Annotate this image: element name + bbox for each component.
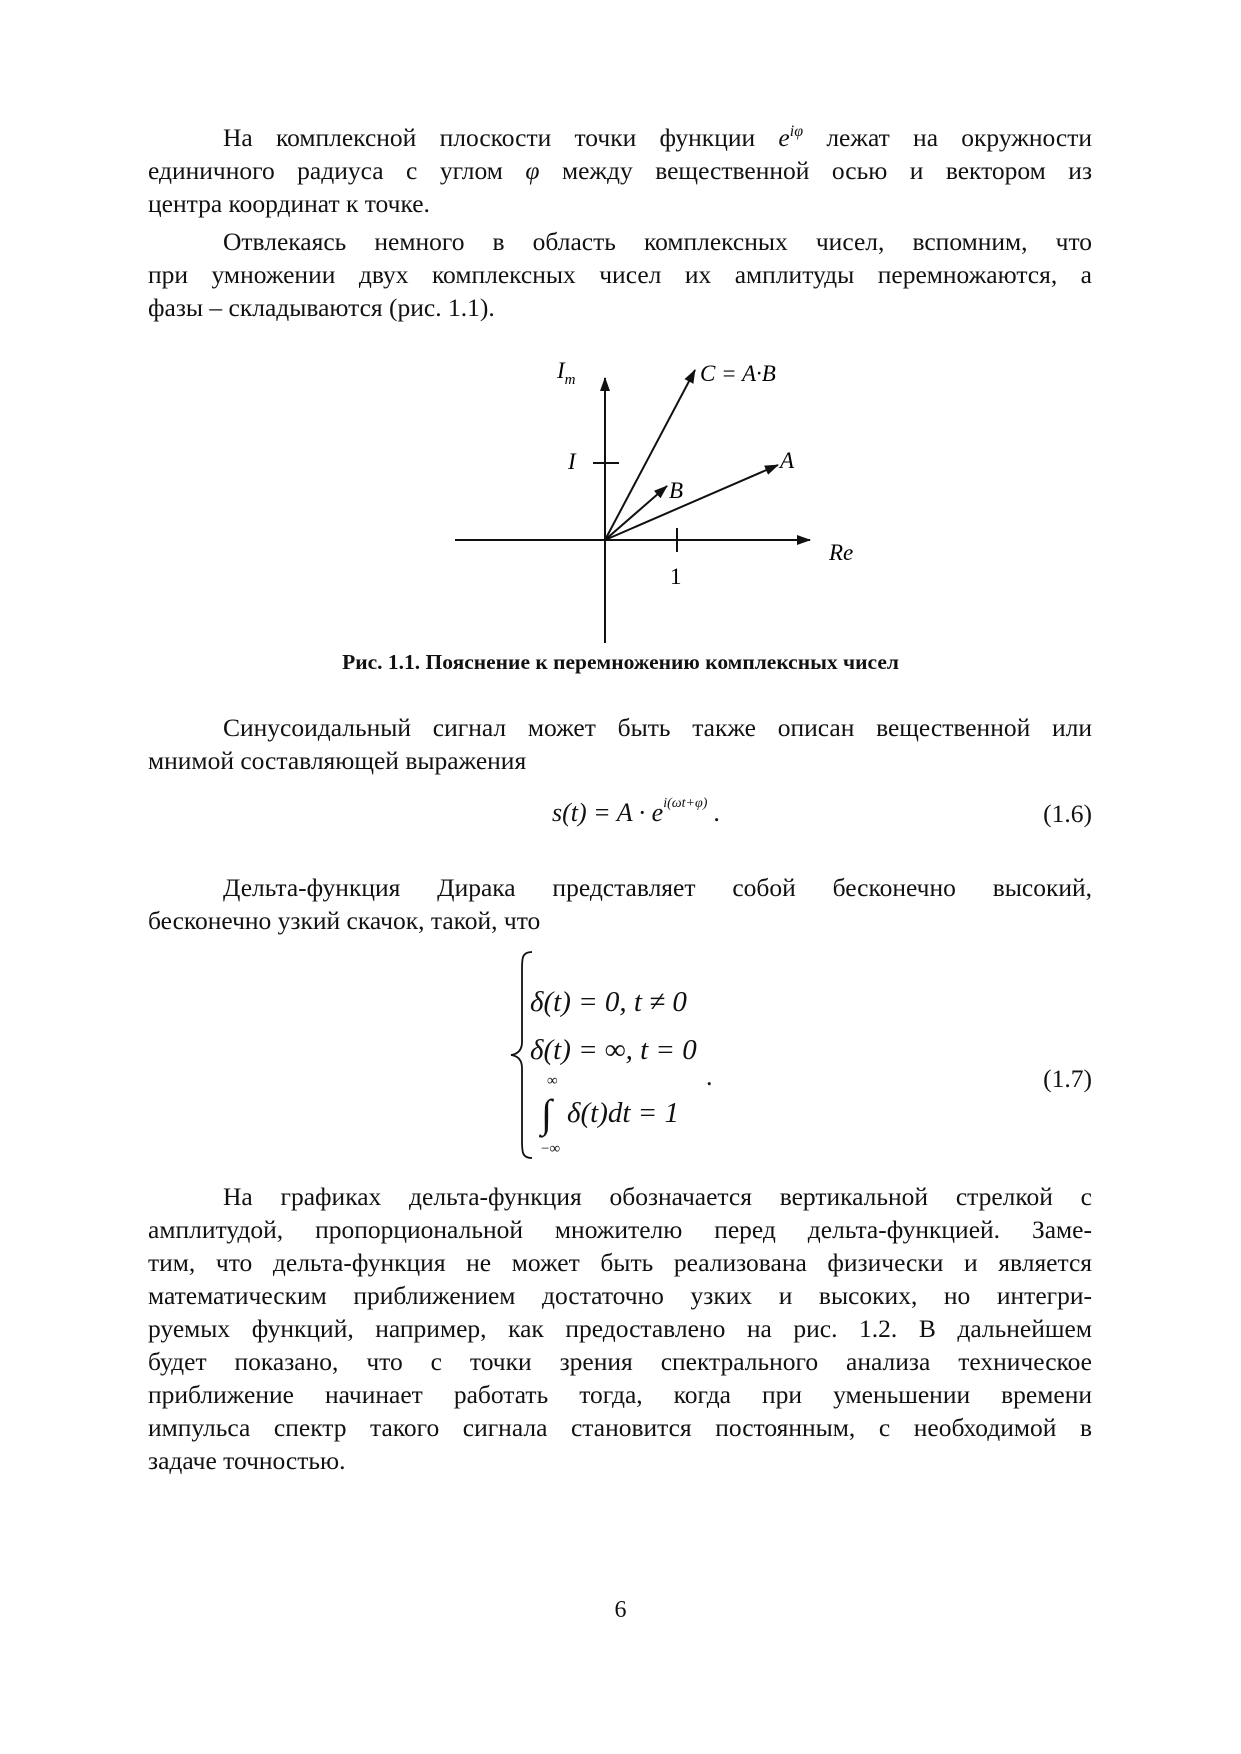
paragraph-5 — [148, 1180, 1092, 1477]
equation-1-7-dot: . — [706, 1062, 713, 1091]
vector-a — [605, 465, 778, 540]
equation-1-7-row-2: δ(t) = ∞, t = 0 — [530, 1034, 697, 1066]
imaginary-axis-label: $I_m$ — [557, 358, 576, 388]
paragraph-5-line-7: приближение начинает работать тогда, когда при уменьшении времени — [148, 1380, 1092, 1409]
vector-c-label: C = A·B — [700, 361, 776, 386]
tick-1-label: 1 — [670, 564, 682, 589]
equation-1-7-number: (1.7) — [1043, 1064, 1092, 1093]
paragraph-5-line-3: тим, что дельта-функция не может быть реализована физически и является — [148, 1248, 1092, 1277]
equation-1-7-integral-sign: ∫ — [541, 1091, 552, 1136]
equation-1-7-int-upper: ∞ — [547, 1073, 558, 1089]
vector-a-label: A — [780, 448, 795, 473]
paragraph-5-line-5: руемых функций, например, как предоставлено на рис. 1.2. В дальнейшем — [148, 1314, 1092, 1343]
figure-caption: Рис. 1.1. Пояснение к перемножению комплексных чисел — [342, 650, 899, 674]
equation-1-6-number: (1.6) — [1043, 799, 1092, 828]
paragraph-4-line-2: бесконечно узкий скачок, такой, что — [148, 906, 541, 935]
complex-multiplication-figure — [0, 0, 1241, 700]
paragraph-5-line-1: На графиках дельта-функция обозначается вертикальной стрелкой с — [223, 1182, 1092, 1211]
real-axis-label: Re — [829, 540, 854, 565]
paragraph-1-line-3: центра координат к точке. — [148, 189, 430, 218]
vector-b — [605, 486, 667, 540]
paragraph-3 — [148, 711, 1092, 777]
paragraph-5-line-9: задаче точностью. — [148, 1446, 346, 1475]
paragraph-2-line-2: при умножении двух комплексных чисел их амплитуды перемножаются, а — [148, 260, 1092, 289]
paragraph-5-line-8: импульса спектр такого сигнала становится постоянным, с необходимой в — [148, 1413, 1092, 1442]
paragraph-2-line-1: Отвлекаясь немного в область комплексных чисел, вспомним, что — [223, 227, 1092, 256]
tick-i-label: I — [568, 449, 576, 474]
equation-1-7-row-3: δ(t)dt = 1 — [567, 1097, 679, 1129]
paragraph-3-line-2: мнимой составляющей выражения — [148, 746, 527, 775]
equation-1-7-row-1: δ(t) = 0, t ≠ 0 — [530, 986, 687, 1018]
paragraph-5-line-6: будет показано, что с точки зрения спектрального анализа техническое — [148, 1347, 1092, 1376]
paragraph-1-line-2: единичного радиуса с углом φ между вещественной осью и вектором из — [148, 156, 1093, 185]
paragraph-3-line-1: Синусоидальный сигнал может быть также описан вещественной или — [223, 713, 1092, 742]
vector-b-label: B — [669, 478, 684, 503]
paragraph-5-line-4: математическим приближением достаточно узких и высоких, но интегри- — [148, 1281, 1092, 1310]
paragraph-4 — [148, 871, 1092, 937]
equation-1-6: $s(t) = A \cdot e^{i(\omega t+\varphi)}$ . — [552, 796, 720, 827]
vector-c — [605, 370, 695, 540]
paragraph-1-line-1: На комплексной плоскости точки функции $e^{i\varphi}$ лежат на окружности — [223, 123, 1093, 152]
paragraph-5-line-2: амплитудой, пропорциональной множителю перед дельта-функцией. Заме- — [148, 1215, 1092, 1244]
equation-1-7-int-lower: −∞ — [541, 1141, 561, 1157]
page-number: 6 — [614, 1597, 627, 1623]
paragraph-4-line-1: Дельта-функция Дирака представляет собой бесконечно высокий, — [223, 873, 1092, 902]
paragraph-2-line-3: фазы – складываются (рис. 1.1). — [148, 293, 495, 322]
